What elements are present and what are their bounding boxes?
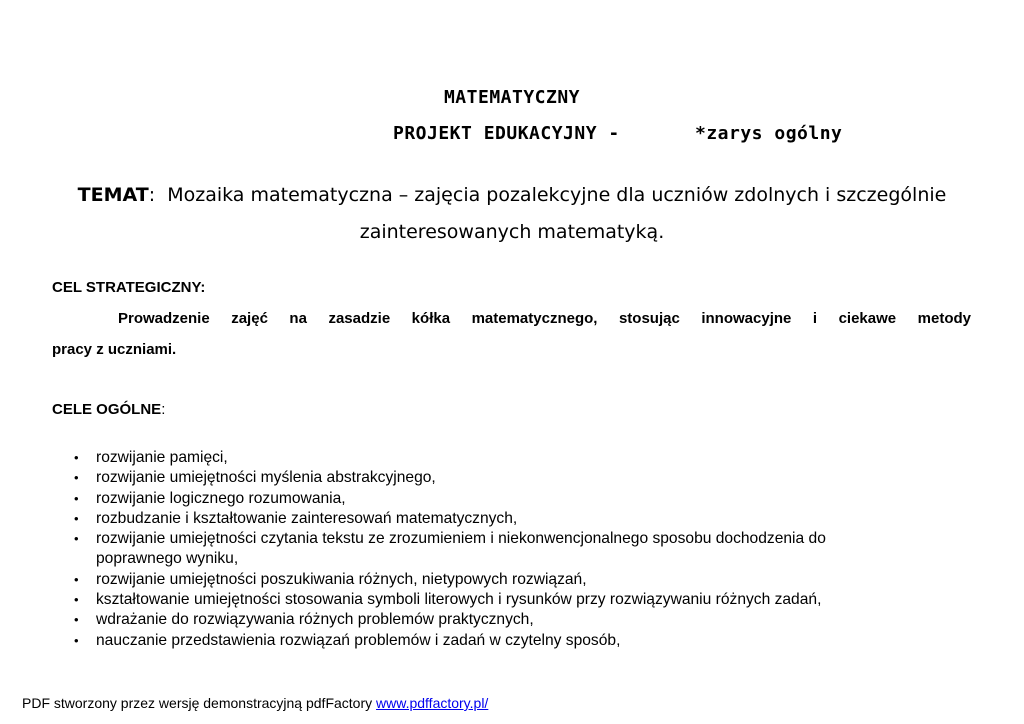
topic-text-line2: zainteresowanych matematyką. [359, 221, 665, 243]
bullet-icon: • [74, 531, 79, 547]
bullet-icon: • [74, 612, 79, 628]
footer-text: PDF stworzony przez wersję demonstracyjną pdfFactory [22, 695, 373, 711]
document-title: MATEMATYCZNY [443, 87, 581, 108]
list-item [68, 590, 968, 610]
list-item-text: rozwijanie umiejętności myślenia abstrakcyjnego, [96, 469, 436, 487]
list-item [68, 489, 968, 509]
list-item-text: rozbudzanie i kształtowanie zainteresowań matematycznych, [96, 509, 518, 527]
footer-link[interactable]: www.pdffactory.pl/ [376, 695, 489, 711]
topic-label: TEMAT [77, 184, 149, 206]
document-subtitle-note: *zarys ogólny [695, 123, 843, 144]
list-item [68, 529, 968, 549]
list-item-text: kształtowanie umiejętności stosowania symboli literowych i rysunków przy rozwiązywaniu różnych zadań, [96, 591, 822, 609]
strategic-goal-text-line2: pracy z uczniami. [52, 341, 177, 358]
list-item-text: nauczanie przedstawienia rozwiązań problemów i zadań w czytelny sposób, [96, 631, 621, 649]
general-goals-heading-text: CELE OGÓLNE [52, 401, 162, 418]
bullet-icon: • [74, 490, 79, 506]
list-item [68, 509, 968, 529]
list-item [68, 631, 968, 651]
list-item-text: rozwijanie pamięci, [96, 449, 228, 466]
bullet-icon: • [74, 470, 79, 486]
list-item-text: rozwijanie logicznego rozumowania, [96, 489, 346, 507]
bullet-icon: • [74, 632, 79, 648]
list-item-text: rozwijanie umiejętności poszukiwania różnych, nietypowych rozwiązań, [96, 570, 587, 588]
list-item-text: rozwijanie umiejętności czytania tekstu ze zrozumieniem i niekonwencjonalnego sposobu dochodzenia do [96, 530, 826, 548]
bullet-icon: • [74, 571, 79, 587]
topic-line [0, 184, 1024, 206]
list-item-continuation [68, 549, 968, 569]
list-item [68, 448, 968, 468]
pdf-footer [22, 695, 488, 711]
list-item-text: wdrażanie do rozwiązywania różnych problemów praktycznych, [96, 611, 534, 629]
bullet-icon: • [74, 592, 79, 608]
bullet-icon: • [74, 510, 79, 526]
list-item [68, 468, 968, 488]
list-item [68, 570, 968, 590]
list-item-text: poprawnego wyniku, [96, 550, 239, 568]
strategic-goal-text-line1: Prowadzenie zajęć na zasadzie kółka matematycznego, stosując innowacyjne i ciekawe metody [118, 310, 971, 327]
strategic-goal-heading: CEL STRATEGICZNY: [52, 279, 206, 296]
general-goals-heading-colon: : [161, 401, 166, 418]
list-item [68, 610, 968, 630]
document-subtitle: PROJEKT EDUKACYJNY - [393, 123, 620, 144]
topic-text-line1: Mozaika matematyczna – zajęcia pozalekcyjne dla uczniów zdolnych i szczególnie [167, 184, 947, 206]
bullet-icon: • [74, 450, 79, 465]
general-goals-list [68, 448, 968, 651]
topic-separator: : [148, 184, 156, 206]
general-goals-heading [52, 401, 165, 418]
